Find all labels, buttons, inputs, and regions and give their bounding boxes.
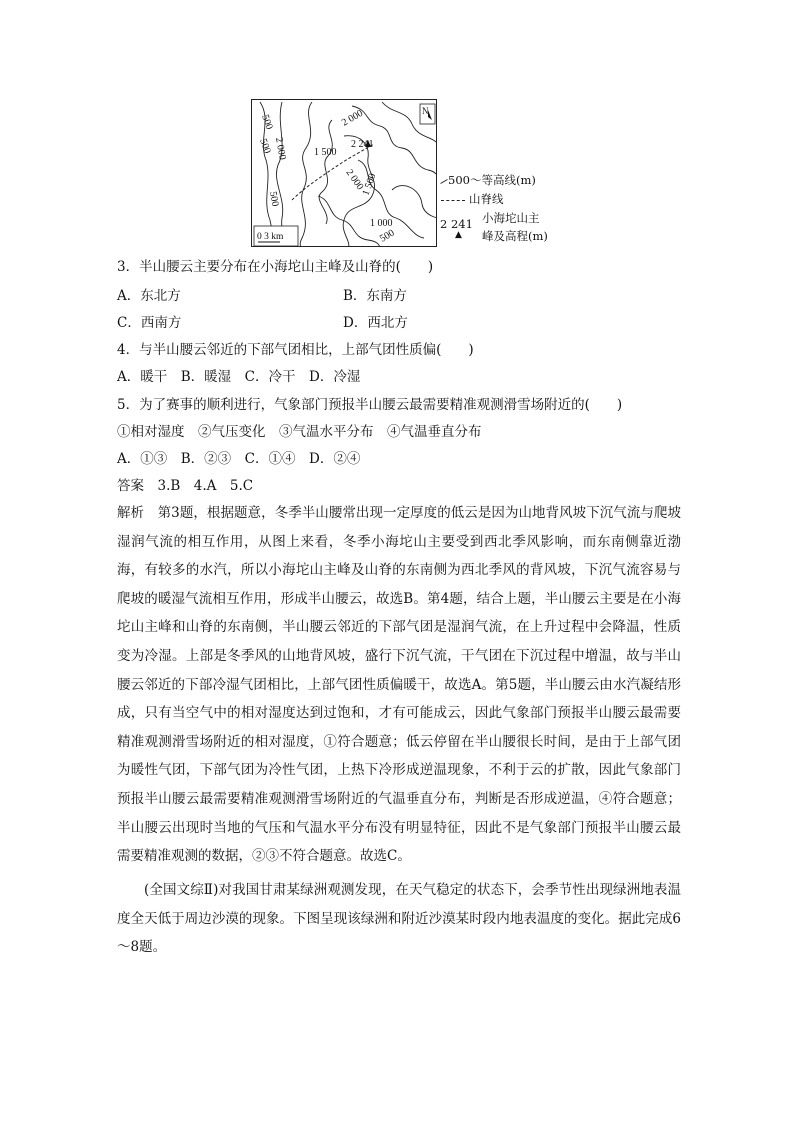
question-5-options: A．①③ B．②③ C．①④ D．②④ (117, 451, 361, 467)
question-4-options: A．暖干 B．暖湿 C．冷干 D．冷湿 (117, 369, 361, 385)
contour-line (392, 186, 437, 218)
legend-contour-label: 等高线(m) (481, 173, 536, 187)
legend-ridge (441, 192, 504, 206)
svg-text:0 3 km: 0 3 km (257, 232, 284, 242)
contour-label: 1 500 (360, 172, 379, 198)
question-3-option-c: C．西南方 (117, 315, 182, 331)
contour-map-svg (252, 100, 437, 247)
analysis-label: 解析 (117, 505, 145, 521)
north-arrow (420, 104, 435, 124)
question-3-option-b: B．东南方 (343, 288, 407, 304)
contour-line (300, 102, 312, 247)
contour-line (276, 102, 284, 247)
question-3-option-d: D．西北方 (343, 315, 408, 331)
legend-peak-value: 2 241 (440, 217, 473, 231)
question-3-stem: 3．半山腰云主要分布在小海坨山主峰及山脊的( ) (117, 259, 434, 275)
contour-label: 2 000 (273, 136, 288, 161)
contour-label: 2 000 (343, 167, 366, 193)
contour-label: 500 (378, 227, 397, 245)
questions-6-8-intro: (全国文综Ⅱ)对我国甘肃某绿洲观测发现，在天气稳定的状态下，会季节性出现绿洲地表温度全天低于周边沙漠的现象。下图呈现该绿洲和附近沙漠某时段内地表温度的变化。据此完成6～8题。 (117, 882, 681, 956)
question-4-stem: 4．与半山腰云邻近的下部气团相比，上部气团性质偏( ) (117, 342, 474, 358)
question-3-option-a: A．东北方 (117, 288, 181, 304)
contour-label: 1 500 (314, 147, 337, 158)
answer-line (117, 477, 253, 495)
contour-label: 2 000 (340, 107, 365, 129)
answer-label: 答案 (117, 478, 144, 494)
peak-elevation-label: 2 241 (351, 139, 374, 150)
contour-label: 500 (259, 113, 275, 132)
contour-label: 500 (267, 190, 281, 208)
analysis-text: 第3题，根据题意，冬季半山腰常出现一定厚度的低云是因为山地背风坡下沉气流与爬坡湿润气流的相互作用，从图上来看，冬季小海坨山主要受到西北季风影响，而东南侧靠近渤海，有较多的水汽，所以小海坨山主峰及山脊的东南侧为西北季风的背风坡，下沉气流容易与爬坡的暖湿气流相互作用，形成半山腰云，故选B。第4题，结合上题，半山腰云主要是在小海坨山主峰和山脊的东南侧，半山腰云邻近的下部气团是湿润气流，在上升过程中会降温，性质变为冷湿。上部是冬季风的山地背风坡，盛行下沉气流，干气团在下沉过程中增温，故与半山腰云邻近的下部冷湿气团相比，上部气团性质偏暖干，故选A。第5题，半山腰云由水汽凝结形成，只有当空气中的相对湿度达到过饱和，才有可能成云，因此气象部门预报半山腰云最需要精准观测滑雪场附近的相对湿度，①符合题意；低云停留在半山腰很长时间，是由于上部气团为暖性气团，下部气团为冷性气团，上热下冷形成逆温现象，不利于云的扩散，因此气象部门预报半山腰云最需要精准观测滑雪场附近的气温垂直分布，判断是否形成逆温，④符合题意；半山腰云出现时当地的气压和气温水平分布没有明显特征，因此不是气象部门预报半山腰云最需要精准观测的数据，②③不符合题意。故选C。 (117, 505, 681, 865)
legend-peak-label-1: 小海坨山主 (482, 211, 540, 225)
question-5-items: ①相对湿度 ②气压变化 ③气温水平分布 ④气温垂直分布 (117, 424, 482, 440)
legend-contour (440, 173, 536, 187)
contour-label: 1 000 (370, 218, 393, 229)
legend-peak-label-2: 峰及高程(m) (482, 229, 548, 243)
contour-label: 500 (257, 137, 273, 156)
answer-text: 3.B 4.A 5.C (157, 478, 254, 494)
topographic-map (251, 99, 437, 247)
legend-ridge-label: 山脊线 (469, 192, 504, 206)
legend-contour-value: 500 (448, 173, 470, 187)
question-5-stem: 5．为了赛事的顺利进行，气象部门预报半山腰云最需要精准观测滑雪场附近的( ) (117, 397, 623, 413)
legend-peak-icon: ▲ (455, 230, 462, 240)
analysis-paragraph (117, 499, 681, 871)
scale-bar (254, 226, 298, 246)
svg-text:N: N (422, 106, 429, 116)
legend-contour-symbol: ～ (469, 173, 482, 187)
